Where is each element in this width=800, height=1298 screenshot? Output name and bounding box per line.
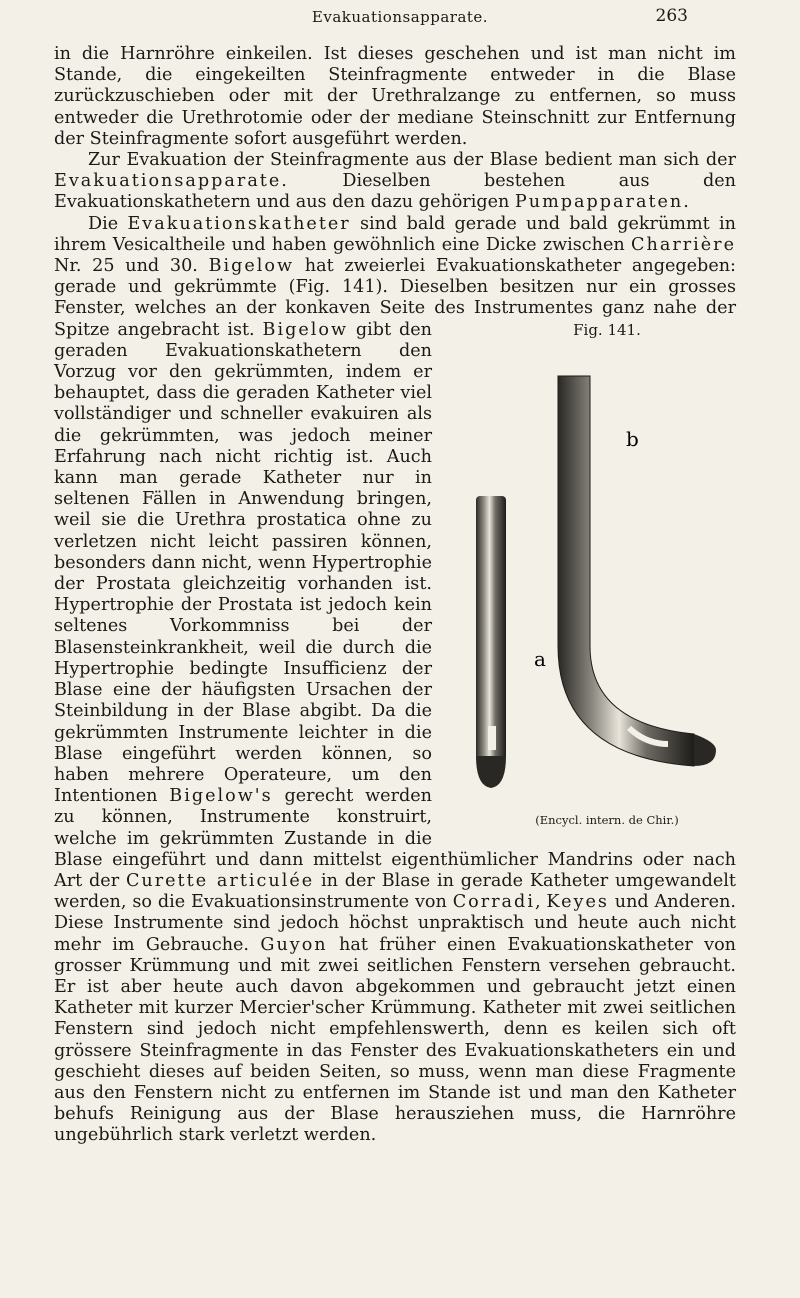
spaced-term: Corradi	[452, 892, 535, 913]
figure-credit: (Encycl. intern. de Chir.)	[535, 812, 679, 827]
figure-label-b: b	[626, 426, 639, 451]
figure-label-a: a	[534, 646, 546, 671]
figure-caption: Fig. 141.	[573, 320, 641, 339]
spaced-term: Keyes	[546, 892, 609, 913]
paragraph-2: Zur Evakuation der Steinfragmente aus der Blase bedient man sich der Evakuationsapparate. Dieselben bestehen aus den Evakuationskathetern und aus den dazu gehörigen Pumpapparaten.	[54, 150, 736, 213]
catheter-illustration	[454, 346, 724, 806]
paragraph-1: in die Harnröhre einkeilen. Ist dieses geschehen und ist man nicht im Stande, die eingekeilten Steinfragmente entweder in die Blase zurückzuschieben oder mit der Urethralzange zu entfernen, so muss entweder die Urethrotomie oder der mediane Steinschnitt zur Entfernung der Steinfragmente sofort ausgeführt werden.	[54, 44, 736, 149]
straight-catheter	[476, 496, 506, 788]
spaced-term: Guyon	[260, 934, 328, 955]
spaced-term: Evakuationsapparate.	[54, 171, 289, 192]
running-header: Evakuationsapparate.	[311, 8, 489, 26]
spaced-term: Charrière	[631, 234, 736, 255]
spaced-term: Curette articulée	[125, 870, 315, 891]
page-number: 263	[655, 6, 688, 26]
paragraph-3: Die Evakuationskatheter sind bald gerade und bald gekrümmt in ihrem Vesicaltheile und haben gewöhnlich eine Dicke zwischen Charrière Nr. 25 und 30. Bigelow hat zweierlei Evakuationskatheter angegeben: gerade und gekrümmte (Fig. 141). Dieselben besitzen nur ein grosses Fenster, welches an der konkaven Seite des Instrumentes ganz nahe der Spitze angebracht ist. Bigelow Fig. 141. b a (Encycl. intern. de Chir.) gibt den geraden Evakuationskathetern den Vorzug vor den gekrümmten, indem er behauptet, dass die geraden Katheter viel vollständiger und schneller evakuiren als die gekrümmten, was jedoch meiner Erfahrung nach nicht richtig ist. Auch kann man gerade Katheter nur in seltenen Fällen in Anwendung bringen, weil sie die Urethra prostatica ohne zu verletzen nicht leicht passiren können, besonders dann nicht, wenn Hypertrophie der Prostata gleichzeitig vorhanden ist. Hypertrophie der Prostata ist jedoch kein seltenes Vorkommniss bei der Blasensteinkrankheit, weil die durch die Hypertrophie bedingte Insufficienz der Blase eine der häufigsten Ursachen der Steinbildung in der Blase abgibt. Da die gekrümmten Instrumente leichter in die Blase eingeführt werden können, so haben mehrere Operateure, um den Intentionen Bigelow's gerecht werden zu können, Instrumente konstruirt, welche im gekrümmten Zustande in die Blase eingeführt und dann mittelst eigenthümlicher Mandrins oder nach Art der Curette articulée in der Blase in gerade Katheter umgewandelt werden, so die Evakuationsinstrumente von Corradi, Keyes und Anderen. Diese Instrumente sind jedoch höchst unpraktisch und heute auch nicht mehr im Gebrauche. Guyon hat früher einen Evakuationskatheter von grosser Krümmung und mit zwei seitlichen Fenstern versehen gebraucht. Er ist aber heute auch davon abgekommen und gebraucht jetzt einen Katheter mit kurzer Mercier'scher Krümmung. Katheter mit zwei seitlichen Fenstern sind jedoch nicht empfehlenswerth, denn es keilen sich oft grössere Steinfragmente in das Fenster des Evakuationskatheters ein und geschieht dieses auf beiden Seiten, so muss, wenn man diese Fragmente aus den Fenstern nicht zu entfernen im Stande ist und man den Katheter behufs Reinigung aus der Blase herausziehen muss, die Harnröhre ungebührlich stark verletzt werden.	[54, 213, 736, 1146]
spaced-term: Bigelow's	[169, 786, 273, 807]
spaced-term: Evakuationskatheter	[127, 213, 351, 234]
figure-141	[444, 320, 736, 836]
spaced-term: Pumpapparaten.	[514, 192, 691, 213]
spaced-term: Bigelow	[208, 256, 295, 277]
spaced-term: Bigelow	[262, 319, 349, 340]
body-text	[54, 44, 736, 1147]
